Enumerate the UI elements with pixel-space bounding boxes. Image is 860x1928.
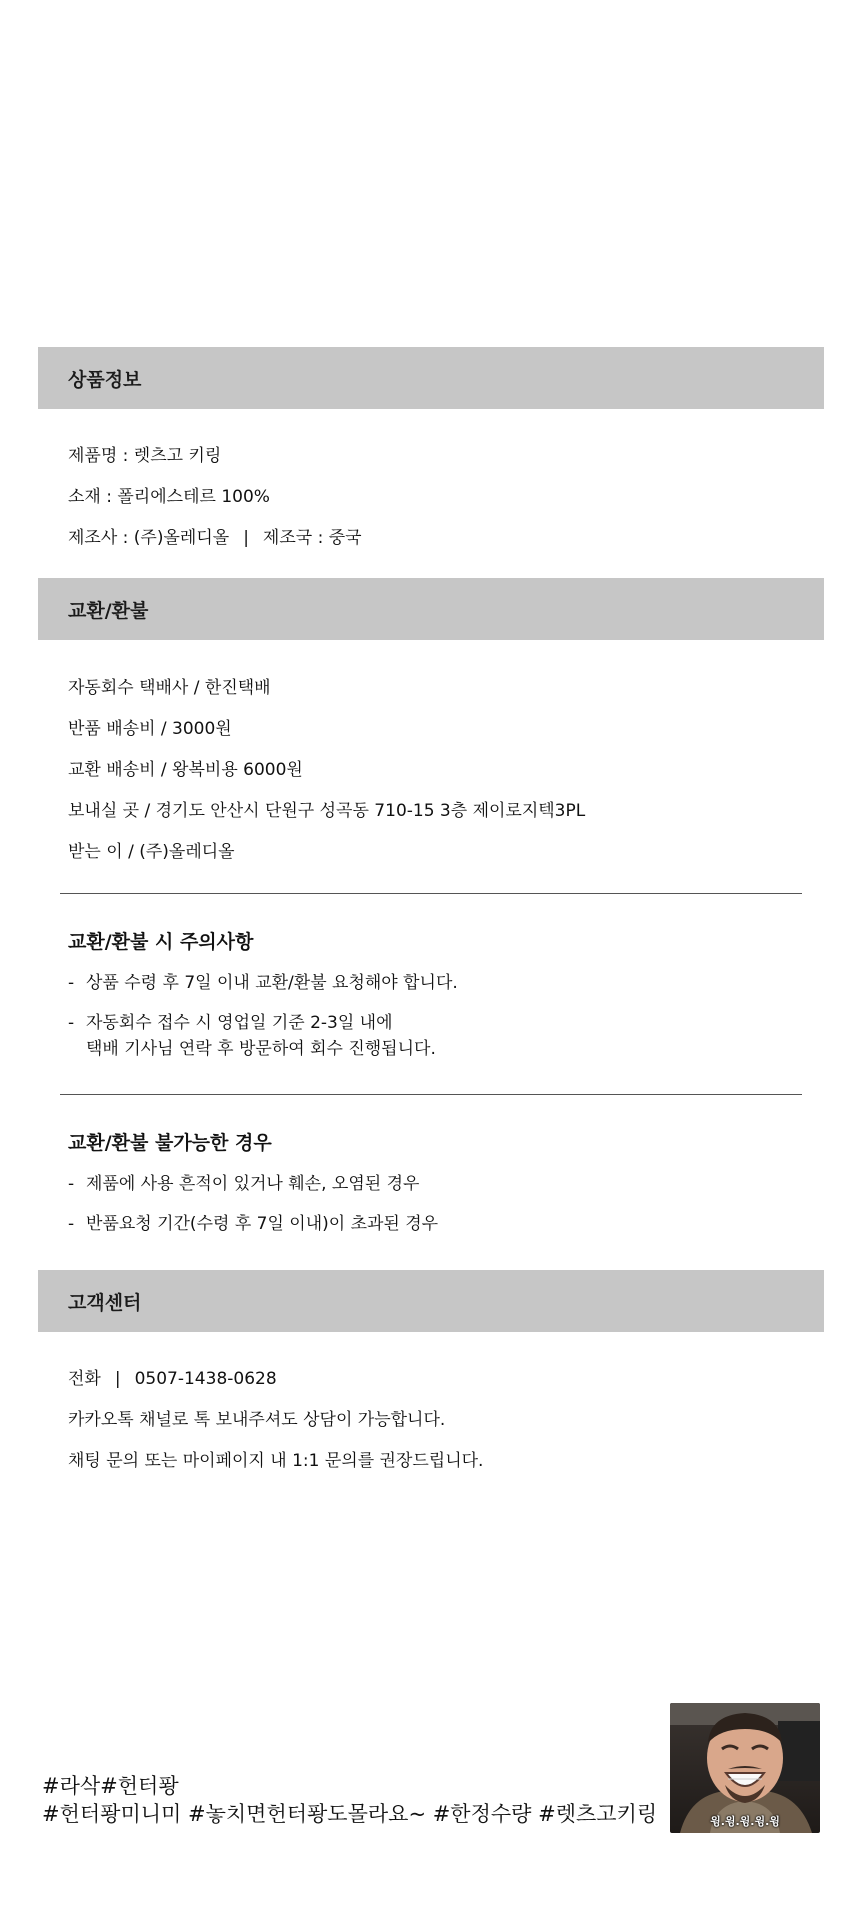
notice-item-text: 상품 수령 후 7일 이내 교환/환불 요청해야 합니다. — [86, 973, 458, 993]
exchange-return-fee: 반품 배송비 / 3000원 — [68, 719, 232, 739]
customer-center-heading: 고객센터 — [68, 1291, 142, 1314]
product-maker: 제조사 : (주)올레디올 — [68, 528, 230, 548]
phone-number: 0507-1438-0628 — [134, 1369, 277, 1389]
phone-label: 전화 — [68, 1369, 101, 1389]
not-allowed-item — [68, 1211, 438, 1237]
product-country: 제조국 : 중국 — [262, 528, 362, 548]
profile-photo — [670, 1703, 820, 1833]
notice-heading: 교환/환불 시 주의사항 — [68, 931, 254, 953]
hashtag-line: #라삭#헌터퐝 — [42, 1774, 179, 1798]
not-allowed-item-text: 제품에 사용 흔적이 있거나 훼손, 오염된 경우 — [86, 1174, 420, 1194]
not-allowed-heading: 교환/환불 불가능한 경우 — [68, 1132, 272, 1154]
hashtag-line: #헌터퐝미니미 #놓치면헌터퐝도몰라요~ #한정수량 #렛츠고키링 — [42, 1802, 658, 1826]
exchange-address: 보내실 곳 / 경기도 안산시 단원구 성곡동 710-15 3층 제이로지텍3PL — [68, 801, 586, 821]
separator: | — [243, 528, 249, 548]
product-maker-country — [68, 523, 362, 548]
section-exchange-heading — [38, 578, 824, 640]
divider — [60, 893, 802, 894]
notice-item — [68, 970, 458, 996]
exchange-heading: 교환/환불 — [68, 599, 149, 622]
exchange-courier: 자동회수 택배사 / 한진택배 — [68, 678, 271, 698]
photo-caption: 윙.윙.윙.윙.윙 — [710, 1815, 780, 1828]
product-name: 제품명 : 렛츠고 키링 — [68, 446, 222, 466]
exchange-recipient: 받는 이 / (주)올레디올 — [68, 842, 235, 862]
not-allowed-item — [68, 1171, 419, 1197]
dash: - — [68, 1174, 75, 1194]
dash: - — [68, 1214, 75, 1234]
section-product-info-heading — [38, 347, 824, 409]
divider — [60, 1094, 802, 1095]
customer-kakao: 카카오톡 채널로 톡 보내주셔도 상담이 가능합니다. — [68, 1410, 446, 1430]
dash: - — [68, 973, 75, 993]
not-allowed-item-text: 반품요청 기간(수령 후 7일 이내)이 초과된 경우 — [86, 1214, 439, 1234]
notice-item — [68, 1010, 436, 1062]
notice-item-text-continued: 택배 기사님 연락 후 방문하여 회수 진행됩니다. — [86, 1039, 436, 1059]
product-info-heading: 상품정보 — [68, 368, 142, 391]
notice-item-text: 자동회수 접수 시 영업일 기준 2-3일 내에 — [86, 1013, 393, 1033]
separator: | — [114, 1369, 121, 1389]
customer-chat: 채팅 문의 또는 마이페이지 내 1:1 문의를 권장드립니다. — [68, 1451, 484, 1471]
exchange-fee: 교환 배송비 / 왕복비용 6000원 — [68, 760, 303, 780]
dash: - — [68, 1013, 75, 1033]
product-material: 소재 : 폴리에스테르 100% — [68, 487, 270, 507]
customer-phone — [68, 1364, 277, 1389]
section-customer-center-heading — [38, 1270, 824, 1332]
hashtags — [42, 1772, 657, 1828]
